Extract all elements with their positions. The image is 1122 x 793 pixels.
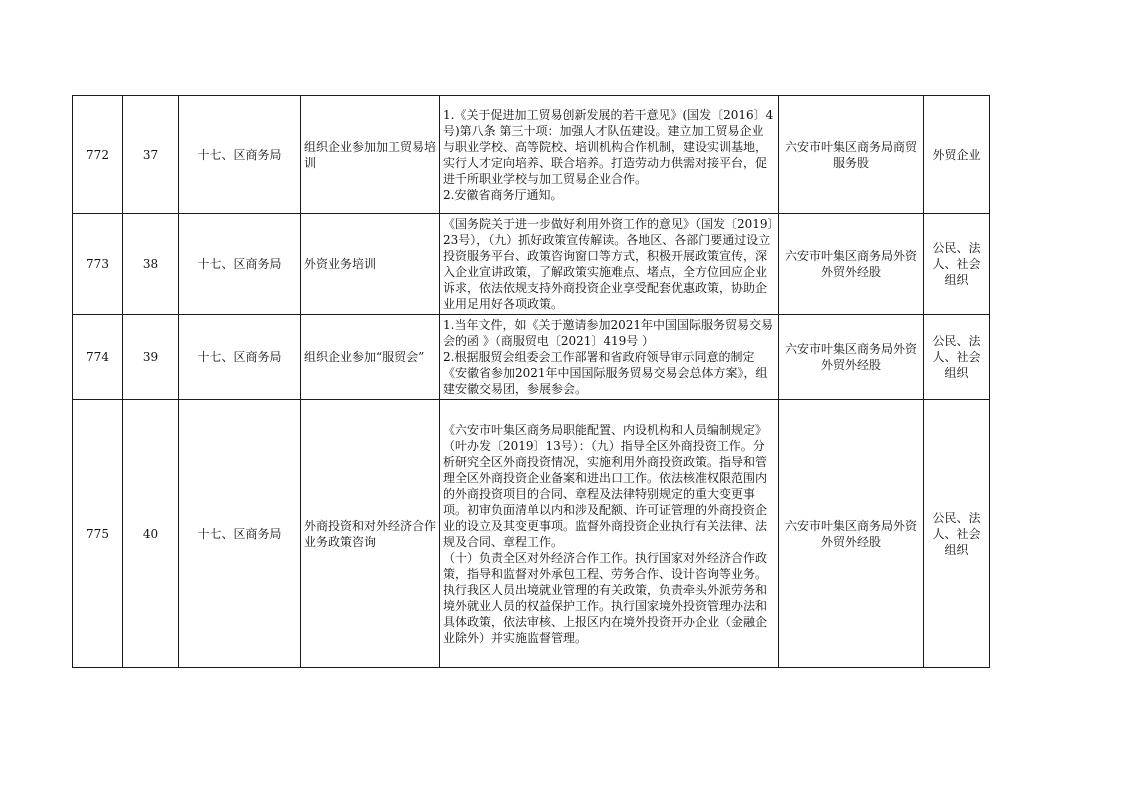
service-items-table (72, 95, 990, 668)
department-cell: 十七、区商务局 (179, 400, 301, 668)
sub-seq-cell: 39 (123, 315, 179, 400)
sub-seq-cell: 37 (123, 96, 179, 214)
sub-seq-cell: 40 (123, 400, 179, 668)
item-name-cell: 外资业务培训 (301, 214, 440, 315)
object-cell: 外贸企业 (924, 96, 990, 214)
item-name-cell: 组织企业参加加工贸易培训 (301, 96, 440, 214)
basis-paragraph: 2.安徽省商务厅通知。 (443, 187, 563, 202)
unit-cell: 六安市叶集区商务局外资外贸外经股 (779, 315, 924, 400)
unit-cell: 六安市叶集区商务局外资外贸外经股 (779, 400, 924, 668)
basis-paragraph: 1.《关于促进加工贸易创新发展的若干意见》(国发〔2016〕4号)第八条 第三十项：加强人才队伍建设。建立加工贸易企业与职业学校、高等院校、培训机构合作机制，建设实训基地，实行人才定向培养、联合培养。打造劳动力供需对接平台，促进千所职业学校与加工贸易企业合作。 (443, 107, 774, 186)
basis-cell (440, 96, 779, 214)
basis-cell (440, 315, 779, 400)
basis-paragraph: 《六安市叶集区商务局职能配置、内设机构和人员编制规定》（叶办发〔2019〕13号）：（九）指导全区外商投资工作。分析研究全区外商投资情况，实施利用外商投资政策。指导和管理全区外商投资企业备案和进出口工作。依法核准权限范围内的外商投资项目的合同、章程及法律特别规定的重大变更事项。初审负面清单以内和涉及配额、许可证管理的外商投资企业的设立及其变更事项。监督外商投资企业执行有关法律、法规及合同、章程工作。 (443, 422, 768, 549)
basis-cell (440, 400, 779, 668)
seq-cell: 772 (73, 96, 123, 214)
object-cell: 公民、法人、社会组织 (924, 214, 990, 315)
basis-cell (440, 214, 779, 315)
department-cell: 十七、区商务局 (179, 96, 301, 214)
seq-cell: 775 (73, 400, 123, 668)
unit-cell: 六安市叶集区商务局商贸服务股 (779, 96, 924, 214)
object-cell: 公民、法人、社会组织 (924, 400, 990, 668)
sub-seq-cell: 38 (123, 214, 179, 315)
basis-paragraph: （十）负责全区对外经济合作工作。执行国家对外经济合作政策，指导和监督对外承包工程、劳务合作、设计咨询等业务。执行我区人员出境就业管理的有关政策，负责牵头外派劳务和境外就业人员的权益保护工作。执行国家境外投资管理办法和具体政策，依法审核、上报区内在境外投资开办企业（金融企业除外）并实施监督管理。 (443, 550, 768, 645)
table-row (73, 315, 990, 400)
table-row (73, 214, 990, 315)
seq-cell: 774 (73, 315, 123, 400)
item-name-cell: 组织企业参加“服贸会” (301, 315, 440, 400)
seq-cell: 773 (73, 214, 123, 315)
department-cell: 十七、区商务局 (179, 315, 301, 400)
basis-paragraph: 《国务院关于进一步做好利用外资工作的意见》（国发〔2019〕23号），（九）抓好政策宣传解读。各地区、各部门要通过设立投资服务平台、政策咨询窗口等方式，积极开展政策宣传，深入企业宣讲政策，了解政策实施难点、堵点，全方位回应企业诉求，依法依规支持外商投资企业享受配套优惠政策，协助企业用足用好各项政策。 (443, 217, 774, 311)
basis-paragraph: 2.根据服贸会组委会工作部署和省政府领导审示同意的制定《安徽省参加2021年中国国际服务贸易交易会总体方案》，组建安徽交易团，参展参会。 (443, 350, 768, 396)
table-row (73, 96, 990, 214)
unit-cell: 六安市叶集区商务局外资外贸外经股 (779, 214, 924, 315)
department-cell: 十七、区商务局 (179, 214, 301, 315)
item-name-cell: 外商投资和对外经济合作业务政策咨询 (301, 400, 440, 668)
basis-paragraph: 1.当年文件，如《关于邀请参加2021年中国国际服务贸易交易会的函 》（商服贸电〔2021〕419号 ） (443, 318, 773, 348)
table-row (73, 400, 990, 668)
object-cell: 公民、法人、社会组织 (924, 315, 990, 400)
